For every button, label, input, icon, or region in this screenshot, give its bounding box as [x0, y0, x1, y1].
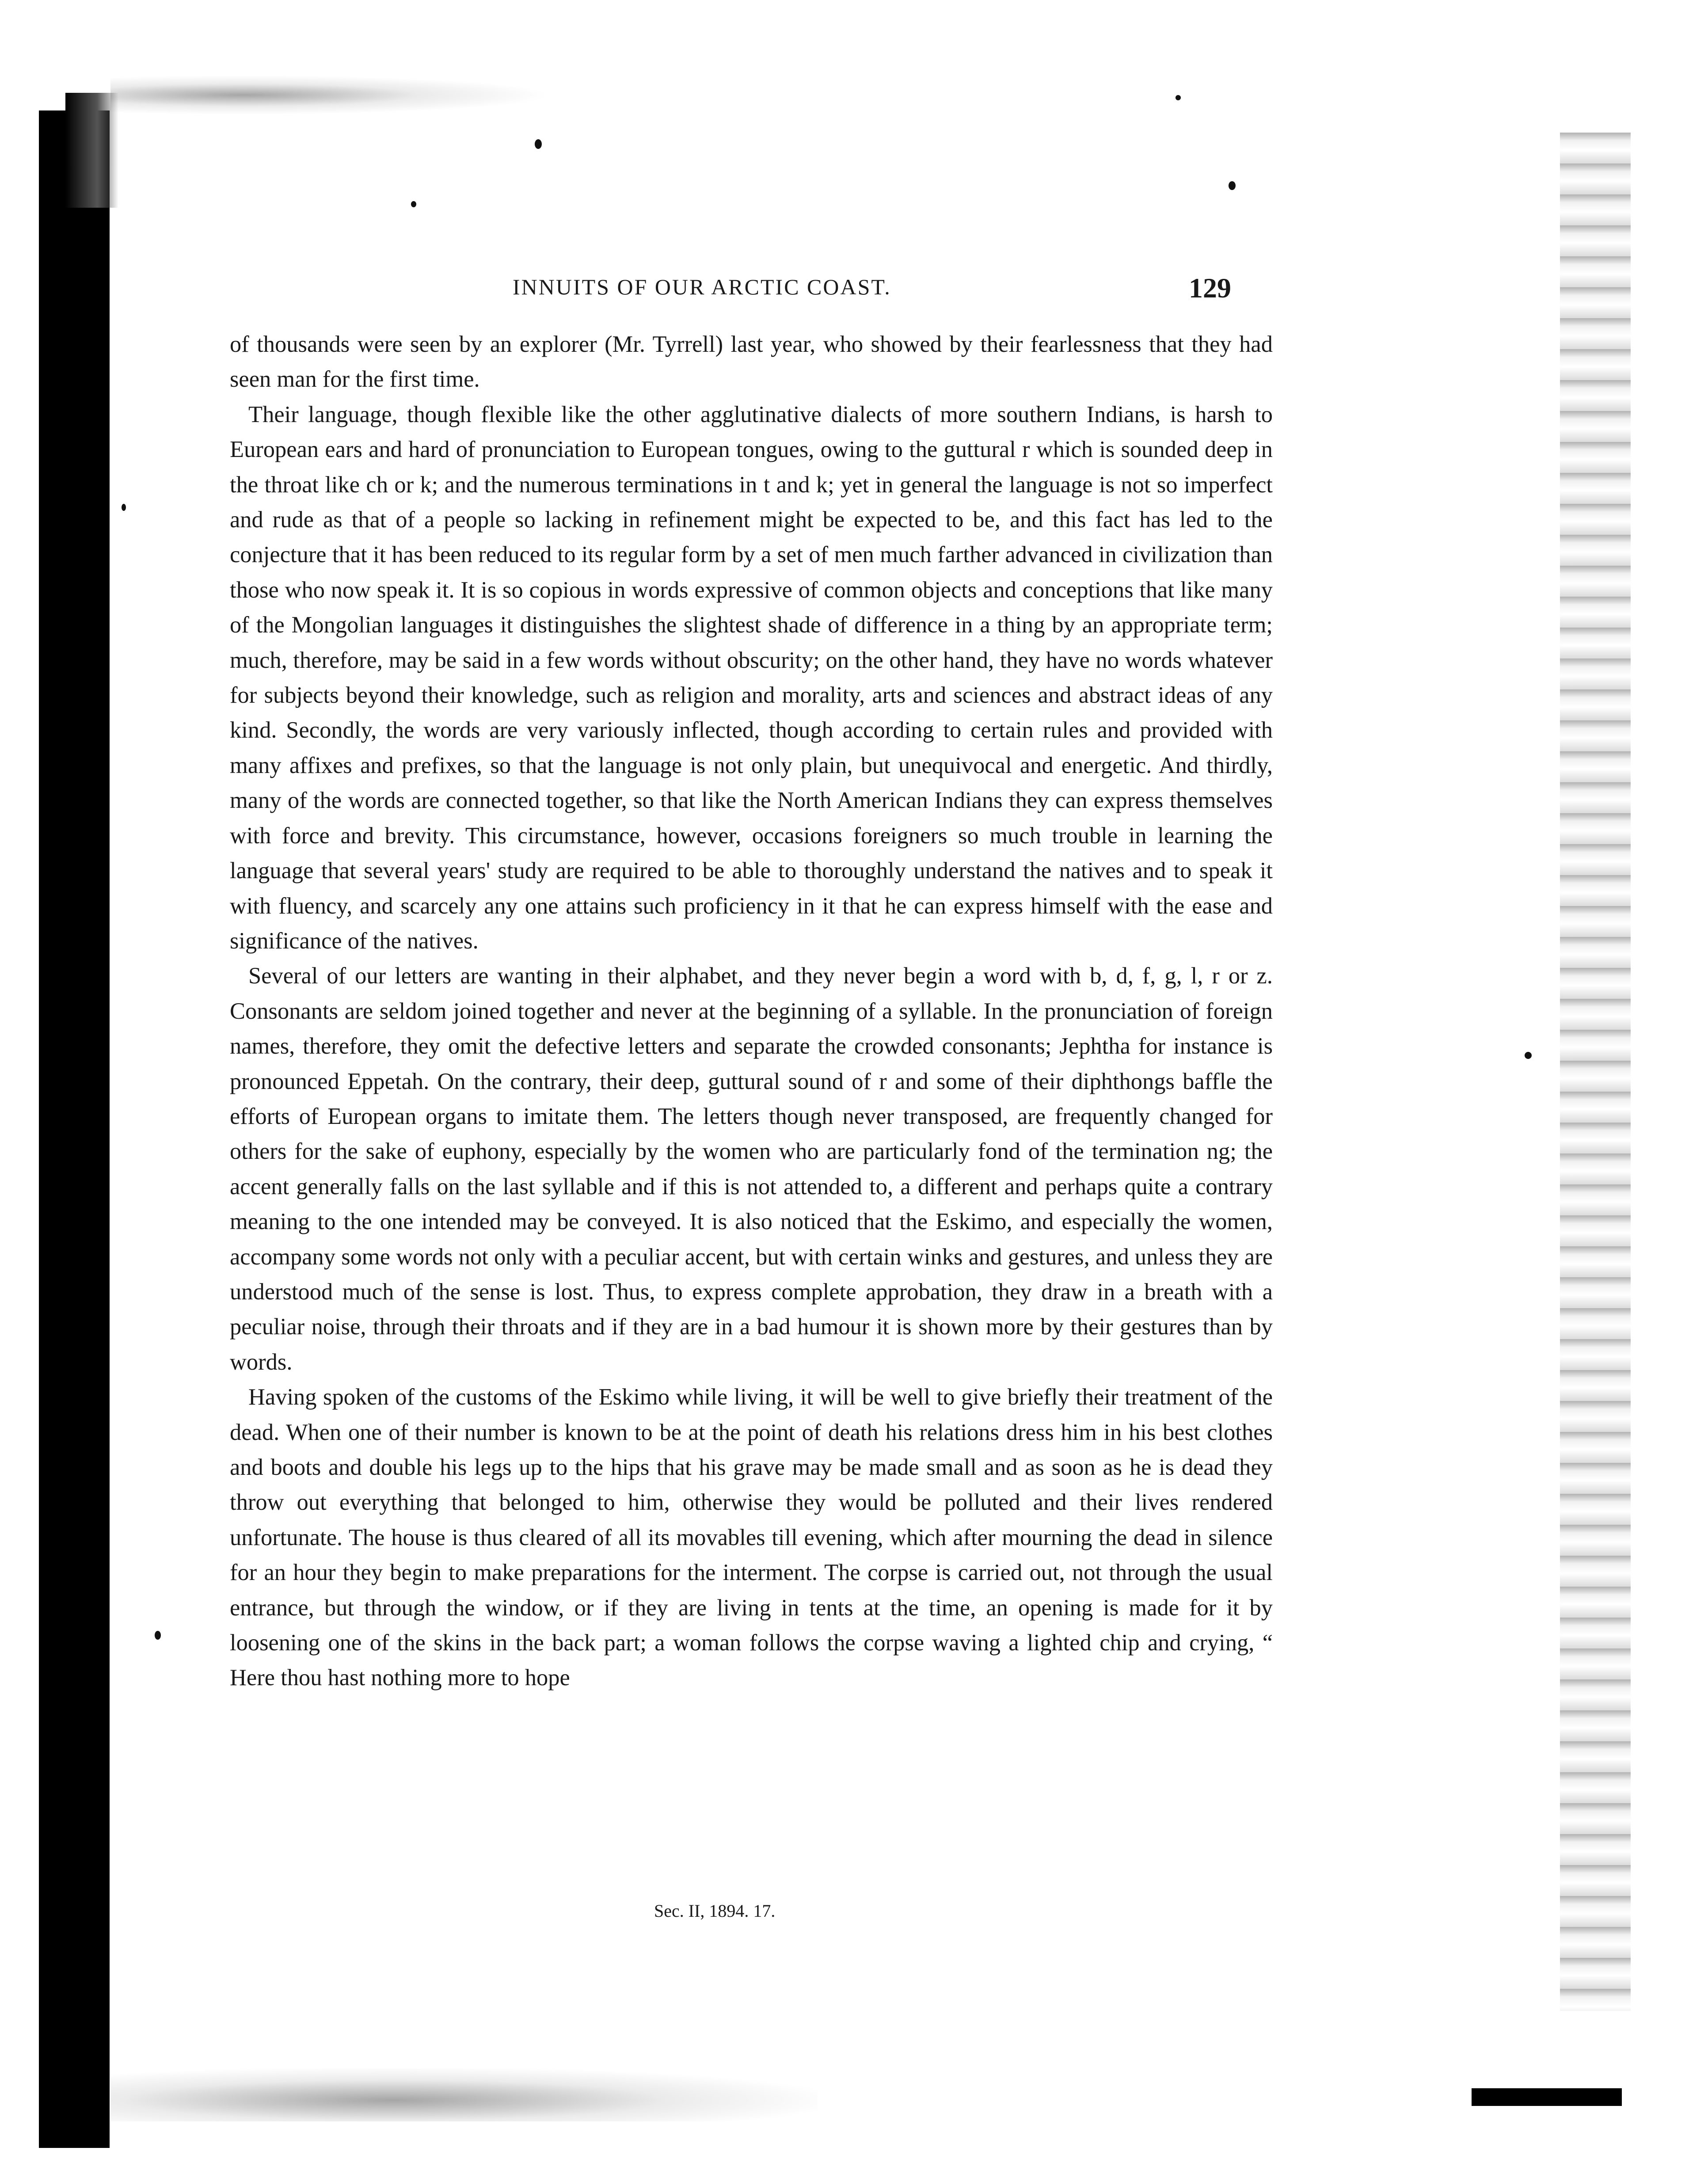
running-title: INNUITS OF OUR ARCTIC COAST. [513, 274, 891, 299]
paragraph: of thousands were seen by an explorer (Mr. Tyrrell) last year, who showed by their fearlessness that they had seen man for the first time. [230, 331, 1273, 392]
scan-speck [535, 139, 542, 149]
scan-speck [1175, 95, 1181, 100]
scan-speck [155, 1631, 161, 1640]
scan-mark-bottom-right [1472, 2088, 1622, 2106]
page-number: 129 [1189, 272, 1231, 304]
scan-speck [1525, 1052, 1532, 1059]
body-text [230, 327, 1273, 1696]
scan-smudge-bottom [110, 2068, 818, 2121]
binding-shadow [39, 110, 110, 2148]
paragraph: Several of our letters are wanting in their alphabet, and they never begin a word with b, d, f, g, l, r or z. Consonants are seldom joined together and never at the beginning of a syllable. In the pronunciation of foreign names, therefore, they omit the defective letters and separate the crowded consonants; Jephtha for instance is pronounced Eppetah. On the contrary, their deep, guttural sound of r and some of their diphthongs baffle the efforts of European organs to imitate them. The letters though never transposed, are frequently changed for others for the sake of euphony, especially by the women who are particularly fond of the termination ng; the accent generally falls on the last syllable and if this is not attended to, a different and perhaps quite a contrary meaning to the one intended may be conveyed. It is also noticed that the Eskimo, and especially the women, accompany some words not only with a peculiar accent, but with certain winks and gestures, and unless they are understood much of the sense is lost. Thus, to express complete approbation, they draw in a breath with a peculiar noise, through their throats and if they are in a bad humour it is shown more by their gestures than by words. [230, 963, 1273, 1375]
scan-speck [122, 504, 126, 511]
scan-speck [1229, 181, 1236, 190]
scan-edge-right [1560, 133, 1631, 2011]
scan-smudge-top [110, 75, 552, 115]
paragraph: Their language, though flexible like the other agglutinative dialects of more southern Indians, is harsh to European ears and hard of pronunciation to European tongues, owing to the guttural r which is sounded deep in the throat like ch or k; and the numerous terminations in t and k; yet in general the language is not so imperfect and rude as that of a people so lacking in refinement might be expected to be, and this fact has led to the conjecture that it has been reduced to its regular form by a set of men much farther advanced in civilization than those who now speak it. It is so copious in words expressive of common objects and conceptions that like many of the Mongolian languages it distinguishes the slightest shade of difference in a thing by an appropriate term; much, therefore, may be said in a few words without obscurity; on the other hand, they have no words whatever for subjects beyond their knowledge, such as religion and morality, arts and sciences and abstract ideas of any kind. Secondly, the words are very variously inflected, though according to certain rules and provided with many affixes and prefixes, so that the language is not only plain, but unequivocal and energetic. And thirdly, many of the words are connected together, so that like the North American Indians they can express themselves with force and brevity. This circumstance, however, occasions foreigners so much trouble in learning the language that several years' study are required to be able to thoroughly understand the natives and to speak it with fluency, and scarcely any one attains such proficiency in it that he can express himself with the ease and significance of the natives. [230, 401, 1273, 954]
signature-mark: Sec. II, 1894. 17. [654, 1901, 776, 1921]
scan-speck [411, 201, 416, 207]
paragraph: Having spoken of the customs of the Eskimo while living, it will be well to give briefly their treatment of the dead. When one of their number is known to be at the point of death his relations dress him in his best clothes and boots and double his legs up to the hips that his grave may be made small and as soon as he is dead they throw out everything that belonged to him, otherwise they would be polluted and their lives rendered unfortunate. The house is thus cleared of all its movables till evening, which after mourning the dead in silence for an hour they begin to make preparations for the interment. The corpse is carried out, not through the usual entrance, but through the window, or if they are living in tents at the time, an opening is made for it by loosening one of the skins in the back part; a woman follows the corpse waving a lighted chip and crying, “ Here thou hast nothing more to hope [230, 1384, 1273, 1691]
